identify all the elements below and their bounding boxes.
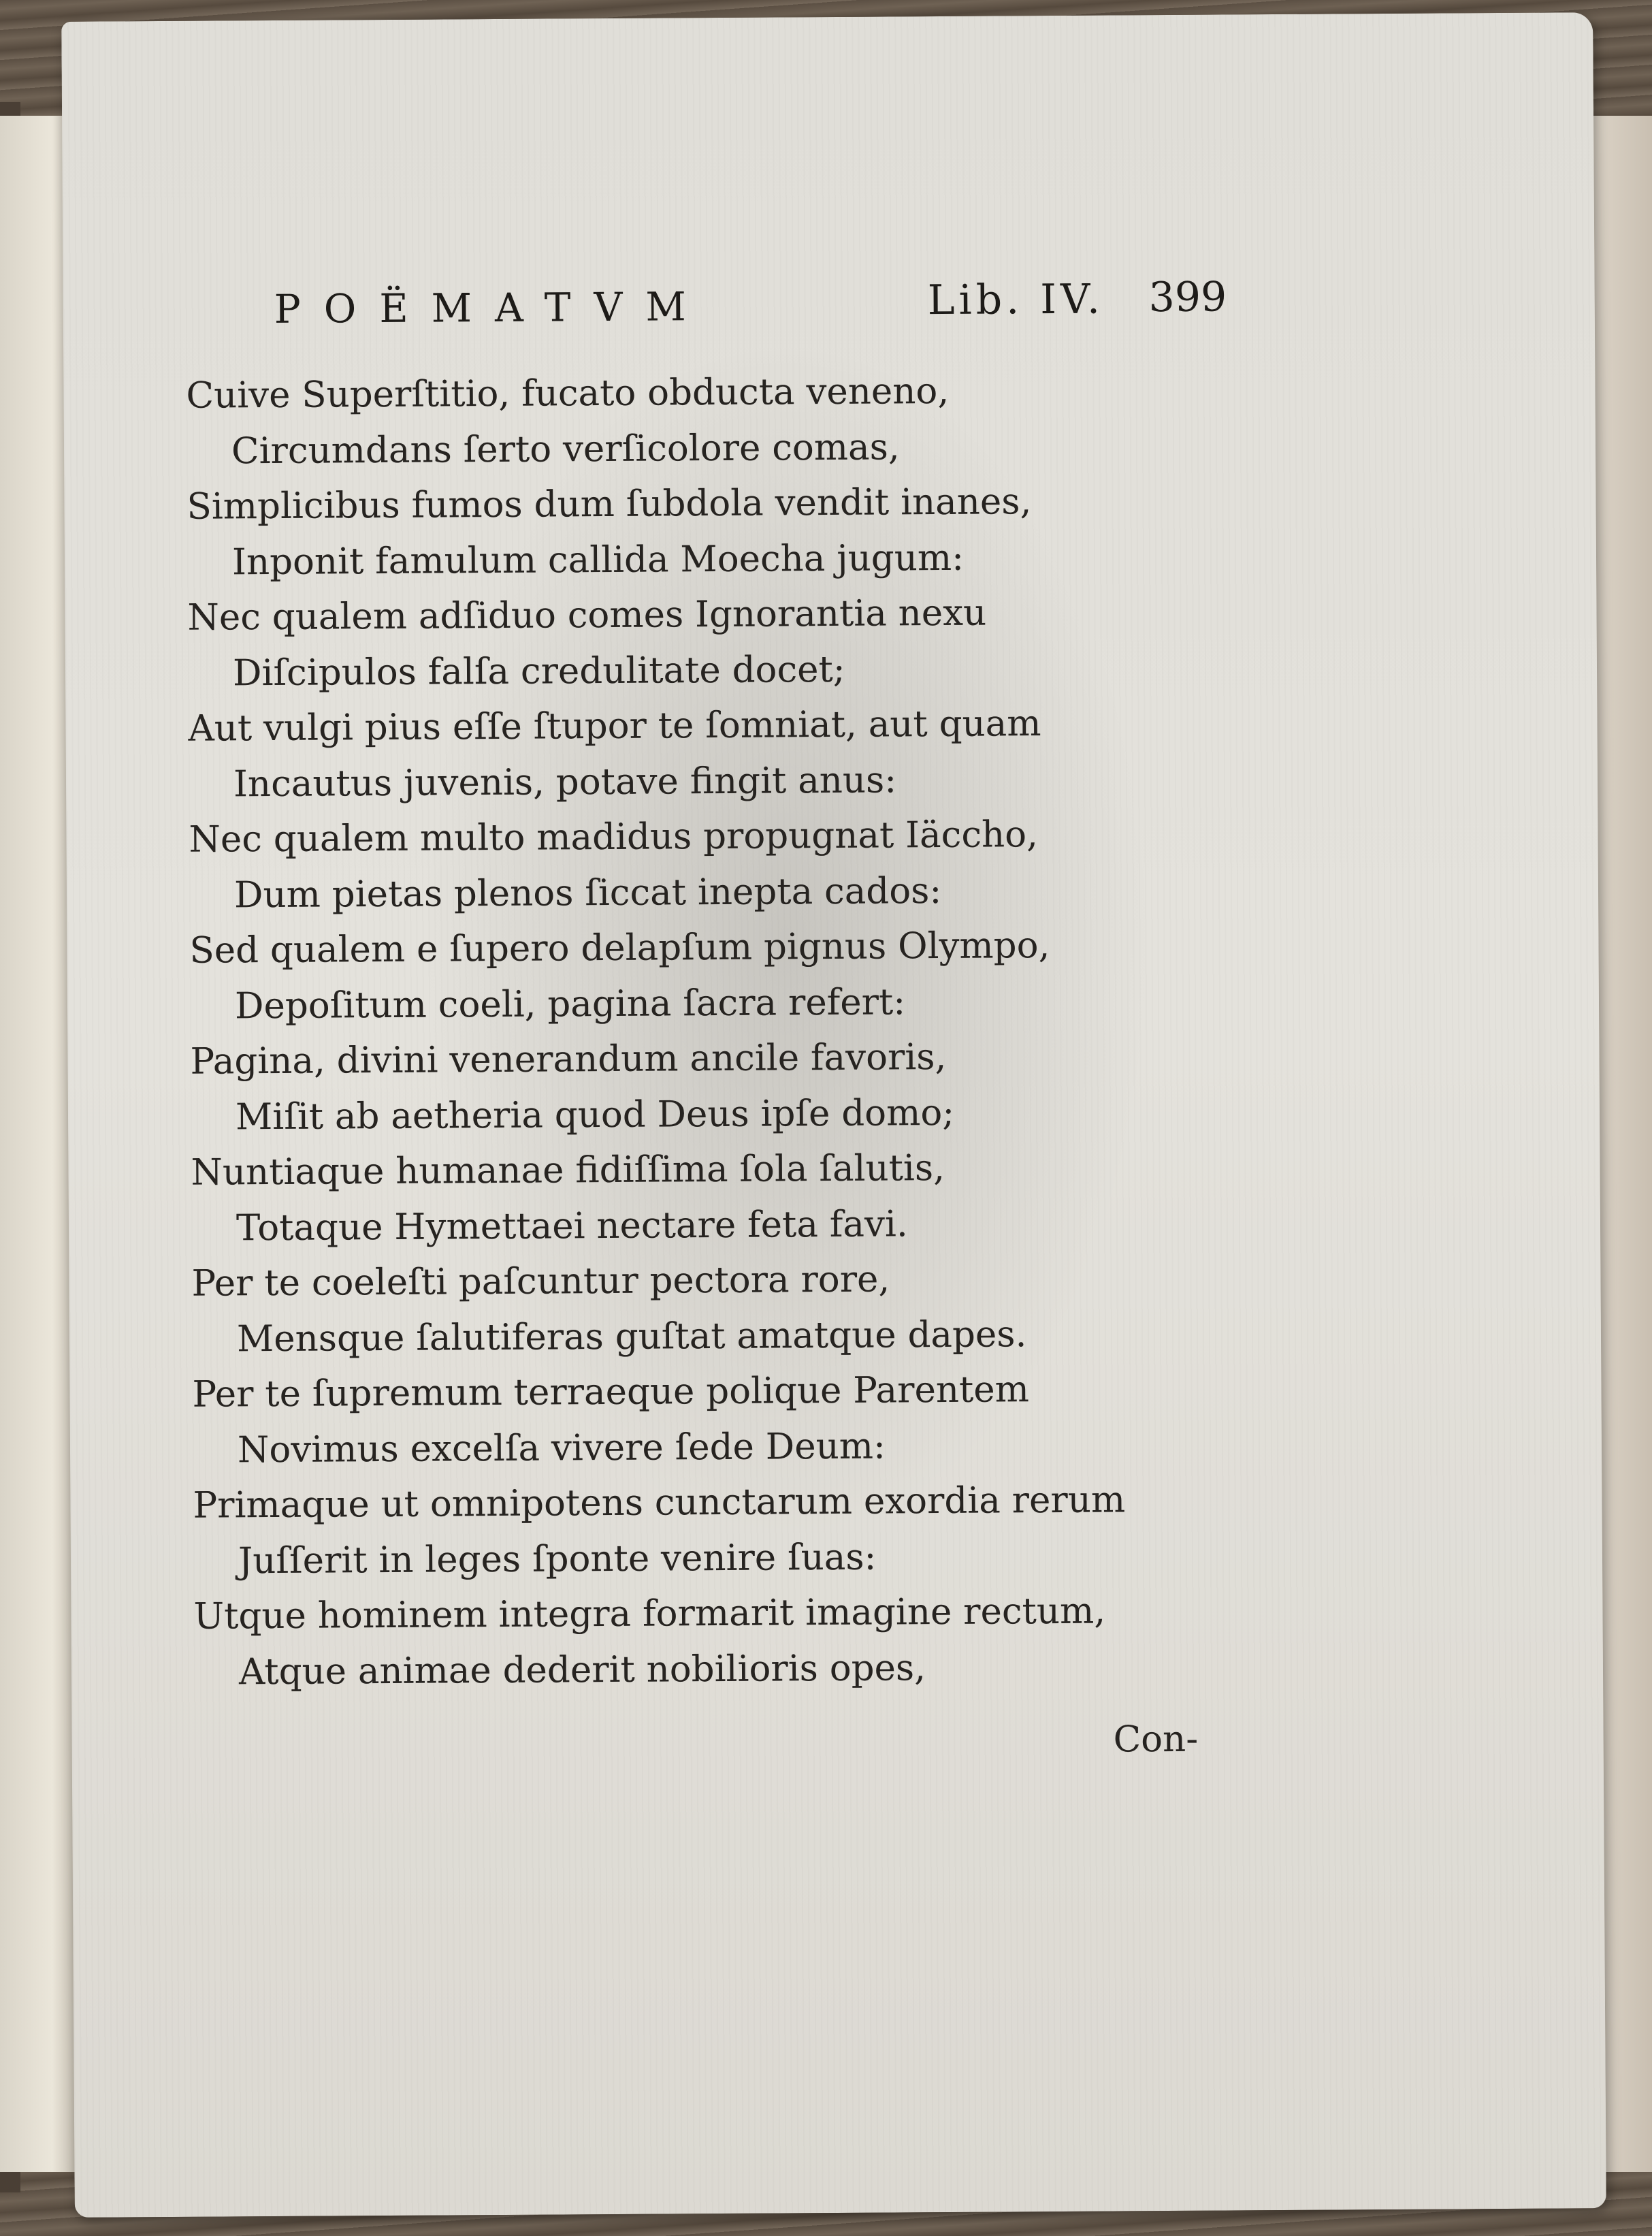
- book-label: Lib. IV.: [927, 275, 1105, 325]
- verse-line-indented: Depoſitum coeli, pagina ſacra refert:: [234, 980, 906, 1027]
- verse-line: Nec qualem multo madidus propugnat Iäccho,: [189, 814, 1039, 861]
- book-page: [61, 12, 1606, 2218]
- verse-line: Per te coeleſti paſcuntur pectora rore,: [191, 1258, 890, 1305]
- verse-line: Cuive Superſtitio, fucato obducta veneno,: [186, 370, 950, 417]
- verse-line: Simplicibus fumos dum ſubdola vendit inanes,: [187, 481, 1032, 528]
- verse-line-indented: Circumdans ſerto verſicolore comas,: [231, 426, 900, 472]
- verse-line: Pagina, divini venerandum ancile favoris,: [190, 1036, 947, 1083]
- catchword: Con-: [1113, 1718, 1199, 1761]
- page-number: 399: [1148, 273, 1227, 322]
- verse-line-indented: Diſcipulos falſa credulitate docet;: [232, 648, 845, 694]
- running-title: POËMATVM: [274, 283, 709, 333]
- verse-line-indented: Dum pietas plenos ſiccat inepta cados:: [233, 869, 942, 916]
- verse-line: Nuntiaque humanae fidiſſima ſola ſalutis,: [191, 1147, 945, 1194]
- verse-line-indented: Totaque Hymettaei nectare feta favi.: [236, 1202, 908, 1249]
- verse-line-indented: Novimus excelſa vivere ſede Deum:: [237, 1425, 886, 1471]
- verse-line: Utque hominem integra formarit imagine rectum,: [193, 1590, 1106, 1638]
- verse-line-indented: Incautus juvenis, potave fingit anus:: [233, 758, 897, 805]
- running-header: [274, 268, 1248, 342]
- verse-line-indented: Miſit ab aetheria quod Deus ipſe domo;: [235, 1091, 955, 1138]
- verse-line: Nec qualem adſiduo comes Ignorantia nexu: [187, 592, 987, 639]
- verse-line-indented: Mensque ſalutiferas guſtat amatque dapes.: [236, 1313, 1027, 1360]
- verse-line: Sed qualem e ſupero delapſum pignus Olympo,: [189, 925, 1050, 972]
- verse-line: Aut vulgi pius eſſe ſtupor te ſomniat, aut quam: [188, 703, 1041, 750]
- verse-line-indented: Atque animae dederit nobilioris opes,: [238, 1646, 926, 1693]
- verse-line-indented: Inponit famulum callida Moecha jugum:: [231, 537, 965, 583]
- verse-line: Per te ſupremum terraeque polique Parentem: [192, 1369, 1030, 1416]
- verse-line-indented: Juſſerit in leges ſponte venire ſuas:: [238, 1536, 877, 1582]
- verse-list: [186, 362, 1283, 1700]
- verse-line: Primaque ut omnipotens cunctarum exordia rerum: [193, 1479, 1126, 1527]
